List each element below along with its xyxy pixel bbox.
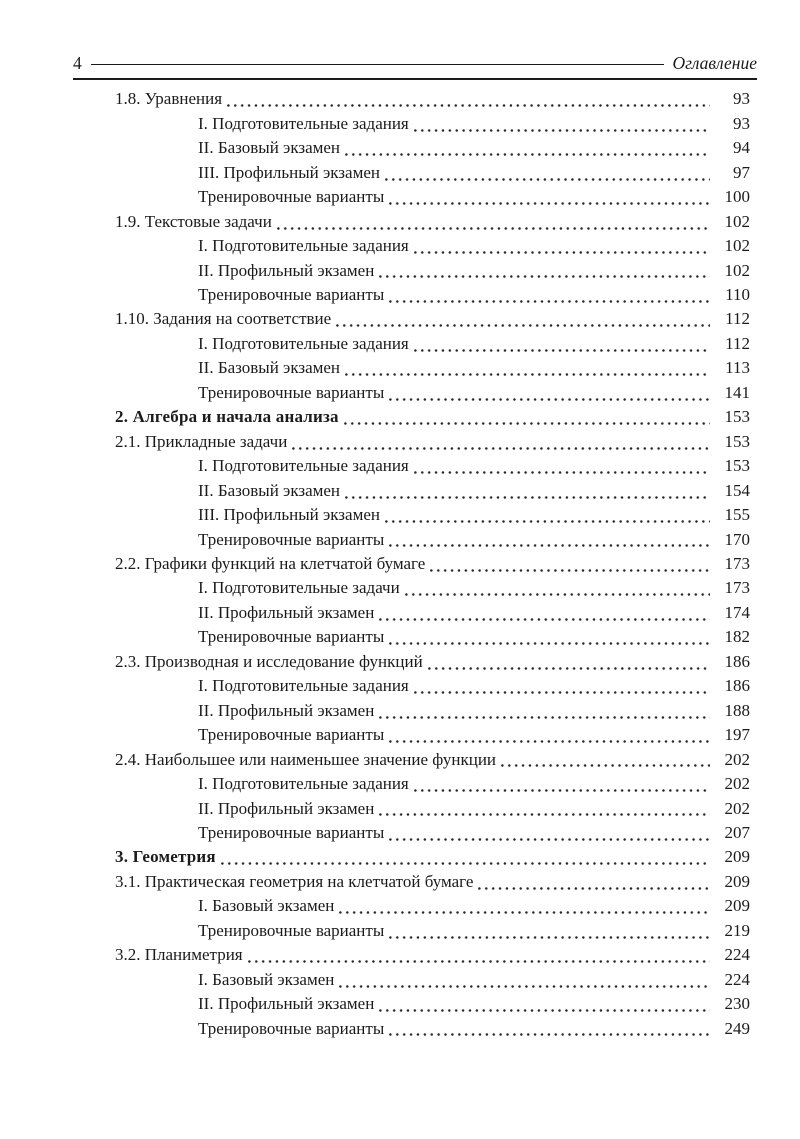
- entry-label: 1.8. Уравнения: [115, 89, 223, 109]
- dot-leader: [277, 227, 710, 230]
- dot-leader: [379, 716, 710, 719]
- dot-leader: [385, 178, 710, 181]
- entry-page-number: 100: [724, 187, 750, 207]
- toc-entry: [73, 479, 757, 503]
- entry-label: I. Подготовительные задачи: [198, 578, 400, 598]
- dot-leader: [379, 618, 710, 621]
- entry-page-number: 173: [724, 554, 750, 573]
- toc-entry: [73, 210, 757, 234]
- toc-entry: [73, 919, 757, 943]
- dot-leader: [339, 985, 710, 988]
- entry-label: I. Подготовительные задания: [198, 113, 409, 133]
- entry-page-number: 94: [733, 138, 750, 158]
- entry-page-number: 197: [724, 725, 750, 745]
- dot-leader: [389, 1033, 710, 1036]
- entry-page-number: 188: [724, 700, 750, 720]
- toc-entry: [73, 797, 757, 821]
- toc-entry: [73, 772, 757, 796]
- toc-entry: [73, 552, 757, 576]
- dot-leader: [379, 275, 710, 278]
- toc-entry: [73, 234, 757, 258]
- entry-page-number: 186: [724, 651, 750, 671]
- toc-entry: [73, 870, 757, 894]
- dot-leader: [389, 838, 710, 841]
- running-header: [73, 52, 757, 74]
- entry-page-number: 209: [724, 871, 750, 891]
- toc-entry: [73, 528, 757, 552]
- entry-page-number: 154: [724, 480, 750, 500]
- toc-entry: [73, 259, 757, 283]
- entry-label: Тренировочные варианты: [198, 285, 385, 305]
- entry-page-number: 219: [724, 920, 750, 940]
- entry-label: 3.2. Планиметрия: [115, 945, 243, 965]
- toc-entry: [73, 161, 757, 185]
- dot-leader: [336, 324, 710, 327]
- toc-entry: [73, 699, 757, 723]
- dot-leader: [389, 740, 710, 743]
- toc-entry: [73, 943, 757, 967]
- page-number-header: 4: [73, 53, 82, 73]
- entry-label: 1.10. Задания на соответствие: [115, 309, 332, 329]
- entry-label: 2.4. Наибольшее или наименьшее значение функции: [115, 749, 497, 769]
- entry-label: 3. Геометрия: [115, 847, 216, 867]
- entry-page-number: 230: [724, 994, 750, 1014]
- toc-list: [73, 87, 757, 1041]
- dot-leader: [389, 398, 710, 401]
- toc-entry: [73, 968, 757, 992]
- entry-label: 2.2. Графики функций на клетчатой бумаге: [115, 554, 426, 573]
- toc-entry: [73, 307, 757, 331]
- entry-label: I. Подготовительные задания: [198, 333, 409, 353]
- dot-leader: [292, 447, 710, 450]
- toc-entry: [73, 503, 757, 527]
- dot-leader: [345, 496, 710, 499]
- dot-leader: [501, 764, 710, 767]
- entry-page-number: 112: [725, 309, 750, 329]
- dot-leader: [405, 593, 710, 596]
- entry-page-number: 97: [733, 162, 750, 182]
- entry-label: 1.9. Текстовые задачи: [115, 211, 272, 231]
- entry-label: II. Профильный экзамен: [198, 700, 375, 720]
- entry-label: II. Профильный экзамен: [198, 798, 375, 818]
- toc-entry: [73, 283, 757, 307]
- entry-page-number: 141: [724, 382, 750, 402]
- toc-entry: [73, 723, 757, 747]
- entry-label: Тренировочные варианты: [198, 627, 385, 647]
- header-leader-line: [91, 64, 664, 65]
- toc-entry: [73, 1017, 757, 1041]
- entry-label: I. Базовый экзамен: [198, 969, 335, 989]
- entry-page-number: 249: [724, 1018, 750, 1038]
- dot-leader: [389, 544, 710, 547]
- entry-page-number: 202: [724, 749, 750, 769]
- entry-label: II. Профильный экзамен: [198, 602, 375, 622]
- entry-label: I. Подготовительные задания: [198, 676, 409, 696]
- toc-entry: [73, 894, 757, 918]
- entry-label: I. Подготовительные задания: [198, 456, 409, 476]
- dot-leader: [345, 153, 710, 156]
- dot-leader: [414, 349, 710, 352]
- toc-entry: [73, 430, 757, 454]
- entry-page-number: 153: [724, 456, 750, 476]
- dot-leader: [379, 1009, 710, 1012]
- entry-label: Тренировочные варианты: [198, 1018, 385, 1038]
- header-rule: [73, 78, 757, 80]
- entry-label: III. Профильный экзамен: [198, 505, 380, 525]
- dot-leader: [389, 300, 710, 303]
- entry-label: II. Базовый экзамен: [198, 480, 341, 500]
- toc-entry: [73, 576, 757, 600]
- entry-page-number: 153: [724, 407, 750, 427]
- entry-page-number: 202: [724, 774, 750, 794]
- toc-entry: [73, 625, 757, 649]
- dot-leader: [339, 911, 710, 914]
- dot-leader: [248, 960, 710, 963]
- entry-label: Тренировочные варианты: [198, 725, 385, 745]
- entry-label: Тренировочные варианты: [198, 822, 385, 842]
- entry-page-number: 224: [724, 969, 750, 989]
- toc-entry: [73, 381, 757, 405]
- entry-page-number: 153: [724, 431, 750, 451]
- dot-leader: [379, 813, 710, 816]
- entry-page-number: 110: [725, 285, 750, 305]
- entry-label: Тренировочные варианты: [198, 529, 385, 549]
- entry-label: Тренировочные варианты: [198, 187, 385, 207]
- entry-page-number: 102: [724, 260, 750, 280]
- entry-page-number: 182: [724, 627, 750, 647]
- dot-leader: [414, 471, 710, 474]
- entry-label: 2.1. Прикладные задачи: [115, 431, 288, 451]
- toc-entry: [73, 454, 757, 478]
- entry-label: II. Профильный экзамен: [198, 994, 375, 1014]
- dot-leader: [389, 202, 710, 205]
- toc-entry: [73, 748, 757, 772]
- dot-leader: [414, 129, 710, 132]
- entry-label: Тренировочные варианты: [198, 920, 385, 940]
- entry-page-number: 173: [724, 578, 750, 598]
- entry-label: 3.1. Практическая геометрия на клетчатой бумаге: [115, 871, 474, 891]
- entry-page-number: 93: [733, 113, 750, 133]
- entry-label: Тренировочные варианты: [198, 382, 385, 402]
- toc-entry: [73, 87, 757, 111]
- toc-entry: [73, 674, 757, 698]
- dot-leader: [414, 789, 710, 792]
- entry-page-number: 112: [725, 333, 750, 353]
- toc-entry: [73, 845, 757, 869]
- toc-entry: [73, 112, 757, 136]
- dot-leader: [428, 667, 710, 670]
- entry-label: I. Подготовительные задания: [198, 774, 409, 794]
- entry-page-number: 209: [724, 847, 750, 867]
- entry-page-number: 207: [724, 822, 750, 842]
- entry-page-number: 93: [733, 89, 750, 109]
- entry-page-number: 174: [724, 602, 750, 622]
- entry-page-number: 202: [724, 798, 750, 818]
- entry-label: II. Базовый экзамен: [198, 138, 341, 158]
- entry-page-number: 170: [724, 529, 750, 549]
- toc-entry: [73, 356, 757, 380]
- toc-entry: [73, 405, 757, 429]
- entry-label: II. Профильный экзамен: [198, 260, 375, 280]
- dot-leader: [227, 104, 710, 107]
- entry-label: III. Профильный экзамен: [198, 162, 380, 182]
- dot-leader: [221, 862, 710, 865]
- entry-label: II. Базовый экзамен: [198, 358, 341, 378]
- toc-entry: [73, 136, 757, 160]
- entry-page-number: 102: [724, 211, 750, 231]
- dot-leader: [478, 887, 710, 890]
- dot-leader: [414, 251, 710, 254]
- entry-label: I. Подготовительные задания: [198, 236, 409, 256]
- toc-entry: [73, 601, 757, 625]
- dot-leader: [389, 936, 710, 939]
- dot-leader: [389, 642, 710, 645]
- entry-page-number: 155: [724, 505, 750, 525]
- dot-leader: [414, 691, 710, 694]
- entry-label: 2. Алгебра и начала анализа: [115, 407, 339, 427]
- toc-entry: [73, 185, 757, 209]
- toc-entry: [73, 992, 757, 1016]
- entry-page-number: 102: [724, 236, 750, 256]
- entry-page-number: 186: [724, 676, 750, 696]
- entry-page-number: 209: [724, 896, 750, 916]
- toc-entry: [73, 821, 757, 845]
- entry-page-number: 224: [724, 945, 750, 965]
- toc-entry: [73, 332, 757, 356]
- dot-leader: [344, 422, 710, 425]
- entry-label: I. Базовый экзамен: [198, 896, 335, 916]
- toc-entry: [73, 650, 757, 674]
- entry-label: 2.3. Производная и исследование функций: [115, 651, 423, 671]
- dot-leader: [345, 373, 710, 376]
- dot-leader: [385, 520, 710, 523]
- dot-leader: [430, 569, 710, 572]
- entry-page-number: 113: [725, 358, 750, 378]
- running-title: Оглавление: [672, 53, 757, 73]
